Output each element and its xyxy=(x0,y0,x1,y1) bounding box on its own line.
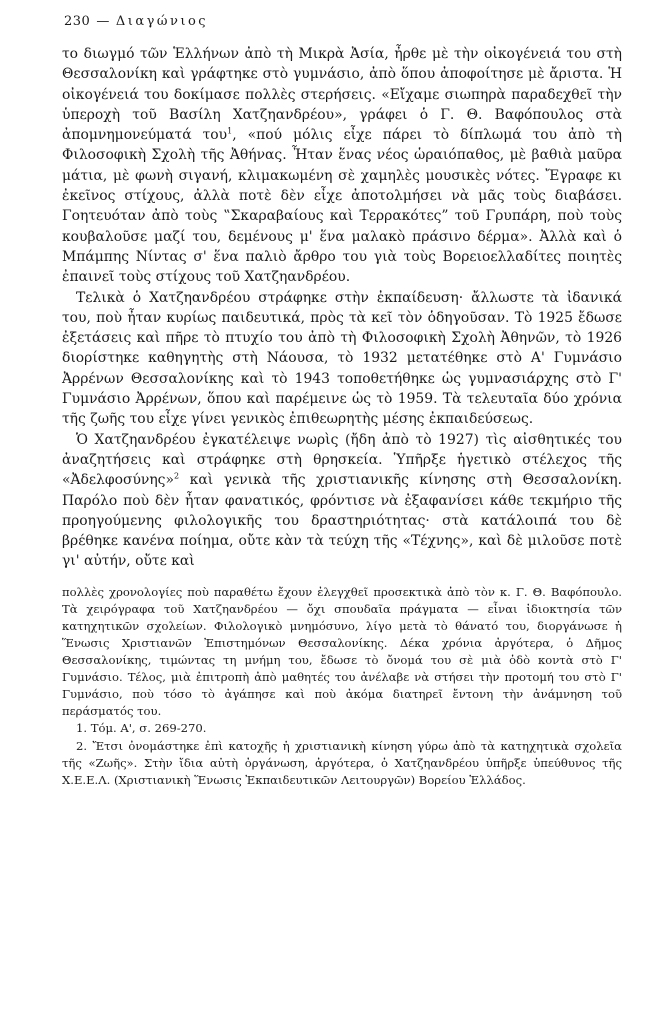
footnote-2-text: Ἔτσι ὀνομάστηκε ἐπὶ κατοχῆς ἡ χριστιανικὴ κίνηση γύρω ἀπὸ τὰ κατηχητικὰ σχολεῖα τῆς «Ζωῆς». Στὴν ἴδια αὐτὴ ὀργάνωση, ἀργότερα, ὁ Χατζηανδρέου ὑπῆρξε ὑπεύθυνος τῆς Χ.Ε.Ε.Λ. (Χριστιανικὴ Ἕνωσις Ἐκπαιδευτικῶν Λειτουργῶν) Βορείου Ἑλλάδος. xyxy=(62,738,622,787)
header-dash: — xyxy=(96,14,110,29)
running-title: Διαγώνιος xyxy=(115,14,209,29)
footnote-continuation: πολλὲς χρονολογίες ποὺ παραθέτω ἔχουν ἐλεγχθεῖ προσεκτικὰ ἀπὸ τὸν κ. Γ. Θ. Βαφόπουλο. Τὰ χειρόγραφα τοῦ Χατζηανδρέου — ὄχι σπουδαῖα πράγματα — εἶναι ἰδιοκτησία τῶν κατηχητικῶν σχολείων. Φιλολογικὸ μνημόσυνο, λίγο μετὰ τὸ θάνατό του, διοργάνωσε ἡ Ἕνωσις Χριστιανῶν Ἐπιστημόνων Θεσσαλονίκης. Δέκα χρόνια ἀργότερα, ὁ Δῆμος Θεσσαλονίκης, τιμώντας τη μνήμη του, ἔδωσε τὸ ὄνομά του σὲ μιὰ ὁδὸ κοντὰ στὸ Γ' Γυμνάσιο. Τέλος, μιὰ ἐπιτροπὴ ἀπὸ μαθητές του ἀνέλαβε νὰ στήσει τὴν προτομή του στὸ Γ' Γυμνάσιο, ποὺ τόσο τὸ ἀγάπησε καὶ ποὺ ἀκόμα διατηρεῖ ἔντονη τὴν ἀνάμνηση τοῦ περάσματός του. xyxy=(62,584,622,719)
paragraph-3-text-a: Ὁ Χατζηανδρέου ἐγκατέλειψε νωρὶς (ἤδη ἀπὸ τὸ 1927) τὶς αἰσθητικές του ἀναζητήσεις καὶ στράφηκε στὴ θρησκεία. Ὑπῆρξε ἡγετικὸ στέλεχος τῆς «Ἀδελφοσύνης» xyxy=(62,431,622,489)
footnotes xyxy=(62,584,622,789)
footnote-2-number: 2. xyxy=(76,738,88,753)
paragraph-1-text-a: το διωγμό τῶν Ἑλλήνων ἀπὸ τὴ Μικρὰ Ἀσία, ἦρθε μὲ τὴν οἰκογένειά του στὴ Θεσσαλονίκη καὶ γράφτηκε στὸ γυμνάσιο, ἀπὸ ὅπου ἀποφοίτησε μὲ ἄριστα. Ἡ οἰκογένειά του δοκίμασε πολλὲς στερήσεις. «Εἴχαμε σιωπηρὰ παραδεχθεῖ τὴν ὑπεροχὴ τοῦ Βασίλη Χατζηανδρέου», γράφει ὁ Γ. Θ. Βαφόπουλος στὰ ἀπομνημονεύματά του xyxy=(62,46,622,144)
paragraph-1-text-b: , «πού μόλις εἶχε πάρει τὸ δίπλωμά του ἀπὸ τὴ Φιλοσοφικὴ Σχολὴ τῆς Ἀθήνας. Ἦταν ἕνας νέος ὡραιόπαθος, μὲ βαθιὰ μαῦρα μάτια, μὲ φωνὴ σιγανή, κλιμακωμένη σὲ χαμηλὲς μουσικὲς νότες. Ἔγραφε κι ἐκεῖνος στίχους, ἀλλὰ ποτὲ δὲν εἶχε ἀποτολμήσει νὰ μᾶς τοὺς διαβάσει. Γοητευόταν ἀπὸ τοὺς ‟Σκαραβαίους καὶ Τερρακότες” τοῦ Γρυπάρη, ποὺ τοὺς κουβαλοῦσε μαζί του, δεμένους μ' ἕνα μαλακὸ πράσινο δέρμα». Ἀλλὰ καὶ ὁ Μπάμπης Νίντας σ' ἕνα παλιὸ ἄρθρο του γιὰ τοὺς Βορειοελλαδίτες ποιητὲς ἐπαινεῖ τοὺς στίχους τοῦ Χατζηανδρέου. xyxy=(62,127,622,286)
book-page xyxy=(62,14,622,789)
running-head xyxy=(64,14,622,30)
paragraph-3-text-b: καὶ γενικὰ τῆς χριστιανικῆς κίνησης στὴ Θεσσαλονίκη. Παρόλο ποὺ δὲν ἦταν φανατικός, φρόντισε νὰ ἐξαφανίσει κάθε τεκμήριο τῆς προηγούμενης φιλολογικῆς του δραστηριότητας· στὰ κατάλοιπά του δὲ βρέθηκε κανένα ποίημα, οὔτε κὰν τὰ τεύχη τῆς «Τέχνης», καὶ δὲ μιλοῦσε ποτὲ γι' αὐτήν, οὔτε καὶ xyxy=(62,472,622,570)
paragraph-1 xyxy=(62,44,622,288)
paragraph-2: Τελικὰ ὁ Χατζηανδρέου στράφηκε στὴν ἐκπαίδευση· ἄλλωστε τὰ ἰδανικά του, ποὺ ἦταν κυρίως παιδευτικά, πρὸς τὰ κεῖ τὸν ὁδηγοῦσαν. Τὸ 1925 ἔδωσε ἐξετάσεις καὶ πῆρε τὸ πτυχίο του ἀπὸ τὴ Φιλοσοφικὴ Σχολὴ Ἀθηνῶν, τὸ 1926 διορίστηκε καθηγητὴς στὴ Νάουσα, τὸ 1932 μετατέθηκε στὸ Α' Γυμνάσιο Ἀρρένων Θεσσαλονίκης καὶ τὸ 1943 τοποθετήθηκε ὡς γυμνασιάρχης στὸ Γ' Γυμνάσιο Ἀρρένων, ὅπου καὶ παρέμεινε ὡς τὸ 1959. Τὰ τελευταῖα δύο χρόνια τῆς ζωῆς του εἶχε γίνει γενικὸς ἐπιθεωρητὴς μέσης ἐκπαιδεύσεως. xyxy=(62,289,622,428)
footnote-ref-1[interactable]: 1 xyxy=(227,126,233,136)
footnote-1-number: 1. xyxy=(76,721,88,736)
body-text xyxy=(62,44,622,572)
footnote-1-text: Τόμ. Α', σ. 269-270. xyxy=(90,721,207,736)
footnote-2 xyxy=(62,738,622,789)
footnote-1 xyxy=(62,720,622,737)
page-number: 230 xyxy=(64,14,91,29)
footnote-separator xyxy=(62,572,622,584)
footnote-ref-2[interactable]: 2 xyxy=(173,471,180,481)
paragraph-3 xyxy=(62,430,622,572)
